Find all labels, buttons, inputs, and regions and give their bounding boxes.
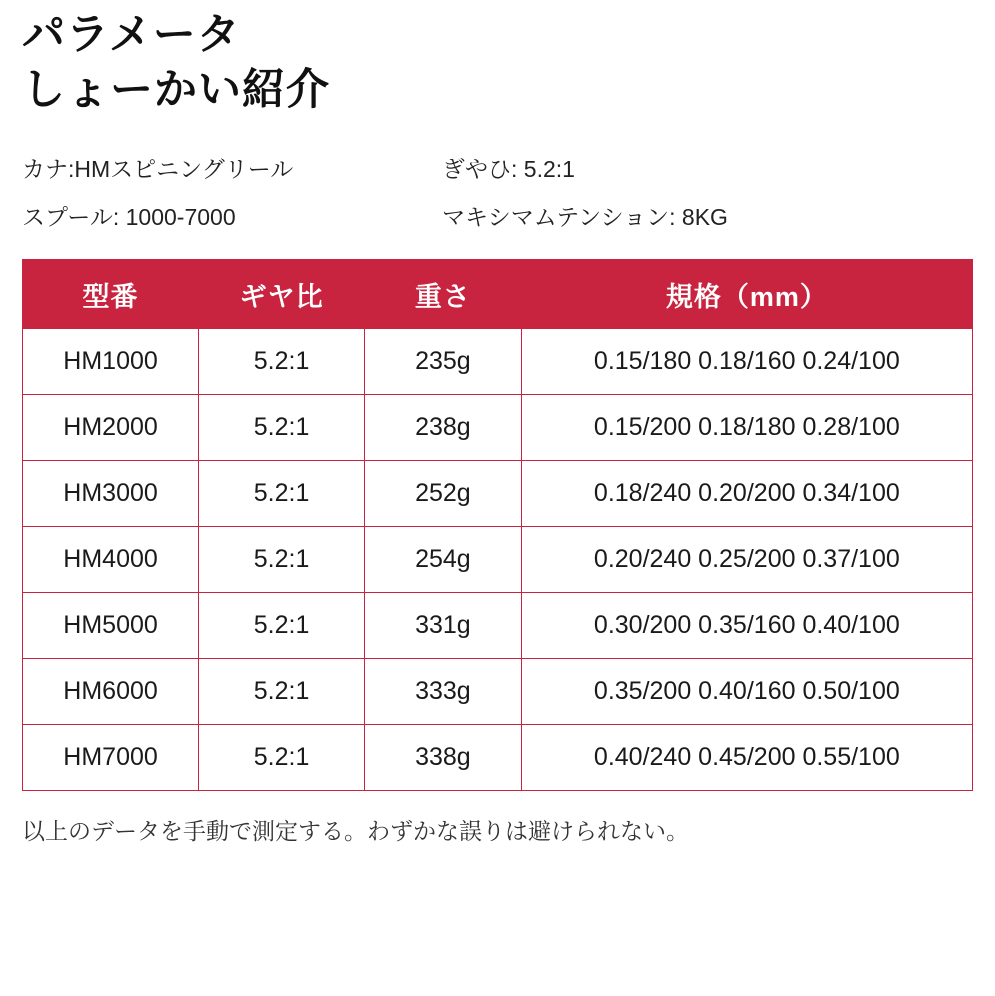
cell-line-capacity: 0.40/240 0.45/200 0.55/100 xyxy=(521,725,972,791)
spec-spool-value: スプール: 1000-7000 xyxy=(22,203,236,230)
cell-weight: 238g xyxy=(365,395,522,461)
table-row xyxy=(23,461,972,527)
cell-line-capacity: 0.20/240 0.25/200 0.37/100 xyxy=(521,527,972,593)
spec-table xyxy=(23,260,972,790)
measurement-footnote: 以上のデータを手動で測定する。わずかな誤りは避けられない。 xyxy=(22,818,689,845)
cell-weight: 235g xyxy=(365,329,522,395)
cell-model: HM4000 xyxy=(23,527,199,593)
spec-table-container xyxy=(22,259,973,791)
cell-gear-ratio: 5.2:1 xyxy=(199,395,365,461)
cell-weight: 333g xyxy=(365,659,522,725)
spec-max-tension-value: マキシマムテンション: 8KG xyxy=(442,203,728,230)
page-title xyxy=(22,0,973,118)
table-row xyxy=(23,725,972,791)
spec-summary-row xyxy=(22,156,973,184)
table-row xyxy=(23,395,972,461)
column-header-weight: 重さ xyxy=(365,260,522,329)
column-header-model: 型番 xyxy=(23,260,199,329)
table-row xyxy=(23,527,972,593)
cell-line-capacity: 0.15/200 0.18/180 0.28/100 xyxy=(521,395,972,461)
cell-line-capacity: 0.15/180 0.18/160 0.24/100 xyxy=(521,329,972,395)
column-header-line-capacity: 規格（mm） xyxy=(521,260,972,329)
cell-weight: 252g xyxy=(365,461,522,527)
table-row xyxy=(23,329,972,395)
cell-gear-ratio: 5.2:1 xyxy=(199,461,365,527)
cell-gear-ratio: 5.2:1 xyxy=(199,659,365,725)
cell-gear-ratio: 5.2:1 xyxy=(199,593,365,659)
cell-line-capacity: 0.18/240 0.20/200 0.34/100 xyxy=(521,461,972,527)
cell-line-capacity: 0.35/200 0.40/160 0.50/100 xyxy=(521,659,972,725)
table-row xyxy=(23,593,972,659)
cell-weight: 331g xyxy=(365,593,522,659)
cell-model: HM2000 xyxy=(23,395,199,461)
spec-name-value: カナ:HMスピニングリール xyxy=(22,156,294,183)
cell-model: HM5000 xyxy=(23,593,199,659)
cell-gear-ratio: 5.2:1 xyxy=(199,527,365,593)
cell-weight: 338g xyxy=(365,725,522,791)
cell-model: HM3000 xyxy=(23,461,199,527)
spec-summary-list xyxy=(22,156,973,231)
table-header-row xyxy=(23,260,972,329)
cell-model: HM1000 xyxy=(23,329,199,395)
spec-gear-ratio-value: ぎやひ: 5.2:1 xyxy=(442,156,575,183)
cell-line-capacity: 0.30/200 0.35/160 0.40/100 xyxy=(521,593,972,659)
cell-model: HM6000 xyxy=(23,659,199,725)
spec-summary-row xyxy=(22,204,973,232)
cell-model: HM7000 xyxy=(23,725,199,791)
column-header-gear-ratio: ギヤ比 xyxy=(199,260,365,329)
cell-gear-ratio: 5.2:1 xyxy=(199,725,365,791)
cell-gear-ratio: 5.2:1 xyxy=(199,329,365,395)
cell-weight: 254g xyxy=(365,527,522,593)
page-title-line-1: パラメータ xyxy=(22,11,241,59)
table-row xyxy=(23,659,972,725)
page-title-line-2: しょーかい紹介 xyxy=(22,66,330,115)
